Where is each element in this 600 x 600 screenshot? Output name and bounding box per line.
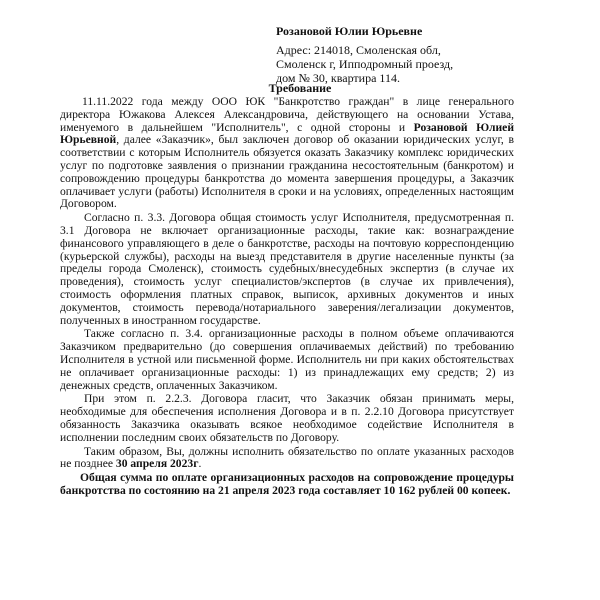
document-title: Требование	[268, 81, 332, 95]
address-line: Смоленск г, Ипподромный проезд,	[276, 57, 454, 71]
paragraph-text: .	[198, 457, 202, 471]
paragraph-clause-3-3: Согласно п. 3.3. Договора общая стоимость услуг Исполнителя, предусмотренная п. 3.1 Договора не включает организационные расходы, такие как: вознаграждение финансового управляющего в деле о банкротстве, расходы на почтовую корреспонденцию (курьерской службы), расходы на выезд представителя в другие населенные пункты (за пределы города Смоленск), стоимость судебных/внесудебных экспертиз (в случае их проведения), стоимость услуг специалистов/экспертов (в случае их привлечения), стоимость оформления платных справок, выписок, архивных документов и иных документов, стоимость перевода/нотариального заверения/легализации документов, полученных в иностранном государстве.	[60, 211, 514, 327]
paragraph-text: 11.11.2022 года между ООО ЮК "Банкротство граждан" в лице генерального директора Южакова Алексея Александровича, действующего на основании Устава, именуемого в дальнейшем "Исполнитель", с одной стороны и	[60, 95, 514, 134]
addressee-block	[276, 24, 576, 85]
addressee-name: Розановой Юлии Юрьевне	[276, 24, 423, 38]
deadline-date-bold: 30 апреля 2023г	[115, 457, 199, 471]
paragraph-deadline	[60, 446, 514, 472]
paragraph-contract	[60, 96, 514, 211]
document-body	[60, 96, 514, 499]
address-line: Адрес: 214018, Смоленская обл,	[276, 43, 441, 57]
paragraph-total-amount: Общая сумма по оплате организационных расходов на сопровождение процедуры банкротства по состоянию на 21 апреля 2023 года составляет 10 162 рублей 00 копеек.	[60, 471, 514, 497]
paragraph-text: , далее «Заказчик», был заключен договор об оказании юридических услуг, в соответствии с которым Исполнитель обязуется оказать Заказчику комплекс юридических услуг по подготовке заявления о признании гражданина несостоятельным (банкротом) и сопровождению процедуры банкротства до момента завершения процедуры, а Заказчик оплачивает услуги (работы) Исполнителя в сроки и на условиях, определенных настоящим Договором.	[60, 133, 514, 211]
paragraph-clause-3-4: Также согласно п. 3.4. организационные расходы в полном объеме оплачиваются Заказчиком предварительно (до совершения оплачиваемых действий) по требованию Исполнителя в устной или письменной форме. Исполнитель ни при каких обстоятельствах не оплачивает организационные расходы: 1) из принадлежащих ему средств; 2) из денежных средств, оплаченных Заказчиком.	[60, 327, 514, 392]
client-name-bold: Розановой Юлией Юрьевной	[60, 120, 515, 147]
address-line: дом № 30, квартира 114.	[276, 71, 400, 85]
paragraph-clause-2-2-3: При этом п. 2.2.3. Договора гласит, что Заказчик обязан принимать меры, необходимые для обеспечения исполнения Договора и в п. 2.2.10 Договора присутствует обязанность Заказчика оказывать всякое необходимое содействие Исполнителя в исполнении последним своих обязательств по Договору.	[60, 392, 514, 444]
paragraph-text: Таким образом, Вы, должны исполнить обязательство по оплате указанных расходов не позднее	[60, 444, 514, 471]
